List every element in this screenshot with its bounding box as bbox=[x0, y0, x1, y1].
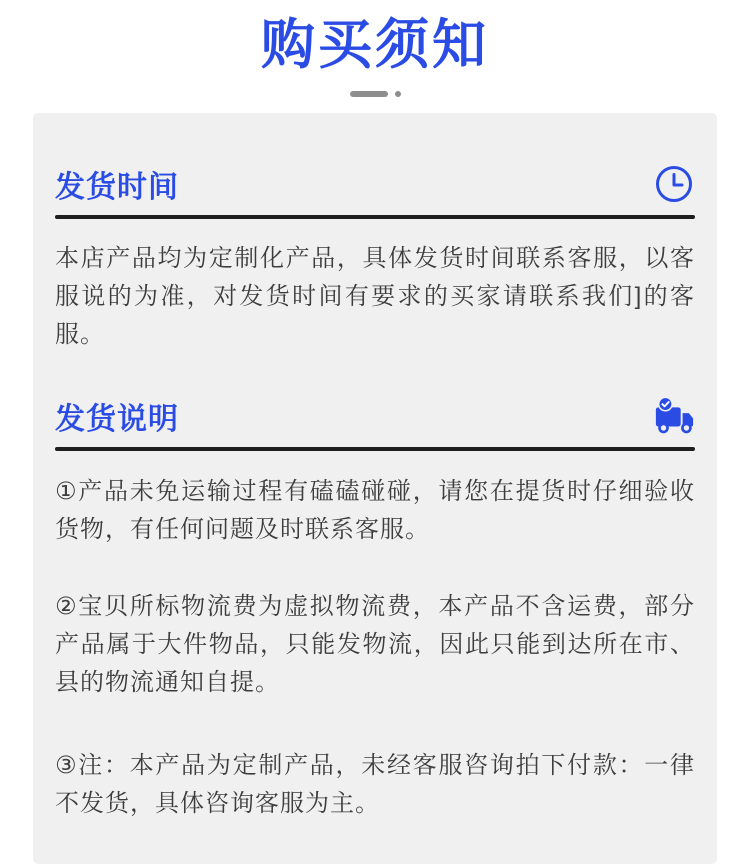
section-rule bbox=[55, 215, 695, 219]
shipping-note-paragraph-3: ③注：本产品为定制产品，未经客服咨询拍下付款：一律不发货，具体咨询客服为主。 bbox=[55, 752, 695, 817]
section-rule bbox=[55, 447, 695, 451]
truck-icon bbox=[653, 395, 695, 437]
page-title: 购买须知 bbox=[261, 15, 489, 75]
shipping-note-paragraph-1: ①产品未免运输过程有磕磕碰碰，请您在提货时仔细验收货物，有任何问题及时联系客服。 bbox=[55, 478, 695, 543]
shipping-time-paragraph: 本店产品均为定制化产品，具体发货时间联系客服，以客服说的为准，对发货时间有要求的买家请联系我们]的客服。 bbox=[55, 245, 695, 348]
section-heading: 发货时间 bbox=[55, 171, 179, 204]
notice-card bbox=[33, 113, 717, 864]
clock-icon bbox=[653, 163, 695, 205]
title-divider bbox=[0, 91, 750, 97]
divider-dash bbox=[350, 91, 388, 97]
divider-dot bbox=[395, 91, 401, 97]
section-header-shipping-notes bbox=[55, 396, 695, 436]
shipping-note-paragraph-2: ②宝贝所标物流费为虚拟物流费，本产品不含运费，部分产品属于大件物品，只能发物流，因此只能到达所在市、县的物流通知自提。 bbox=[55, 593, 695, 696]
section-heading: 发货说明 bbox=[55, 403, 179, 436]
section-header-shipping-time bbox=[55, 164, 695, 204]
